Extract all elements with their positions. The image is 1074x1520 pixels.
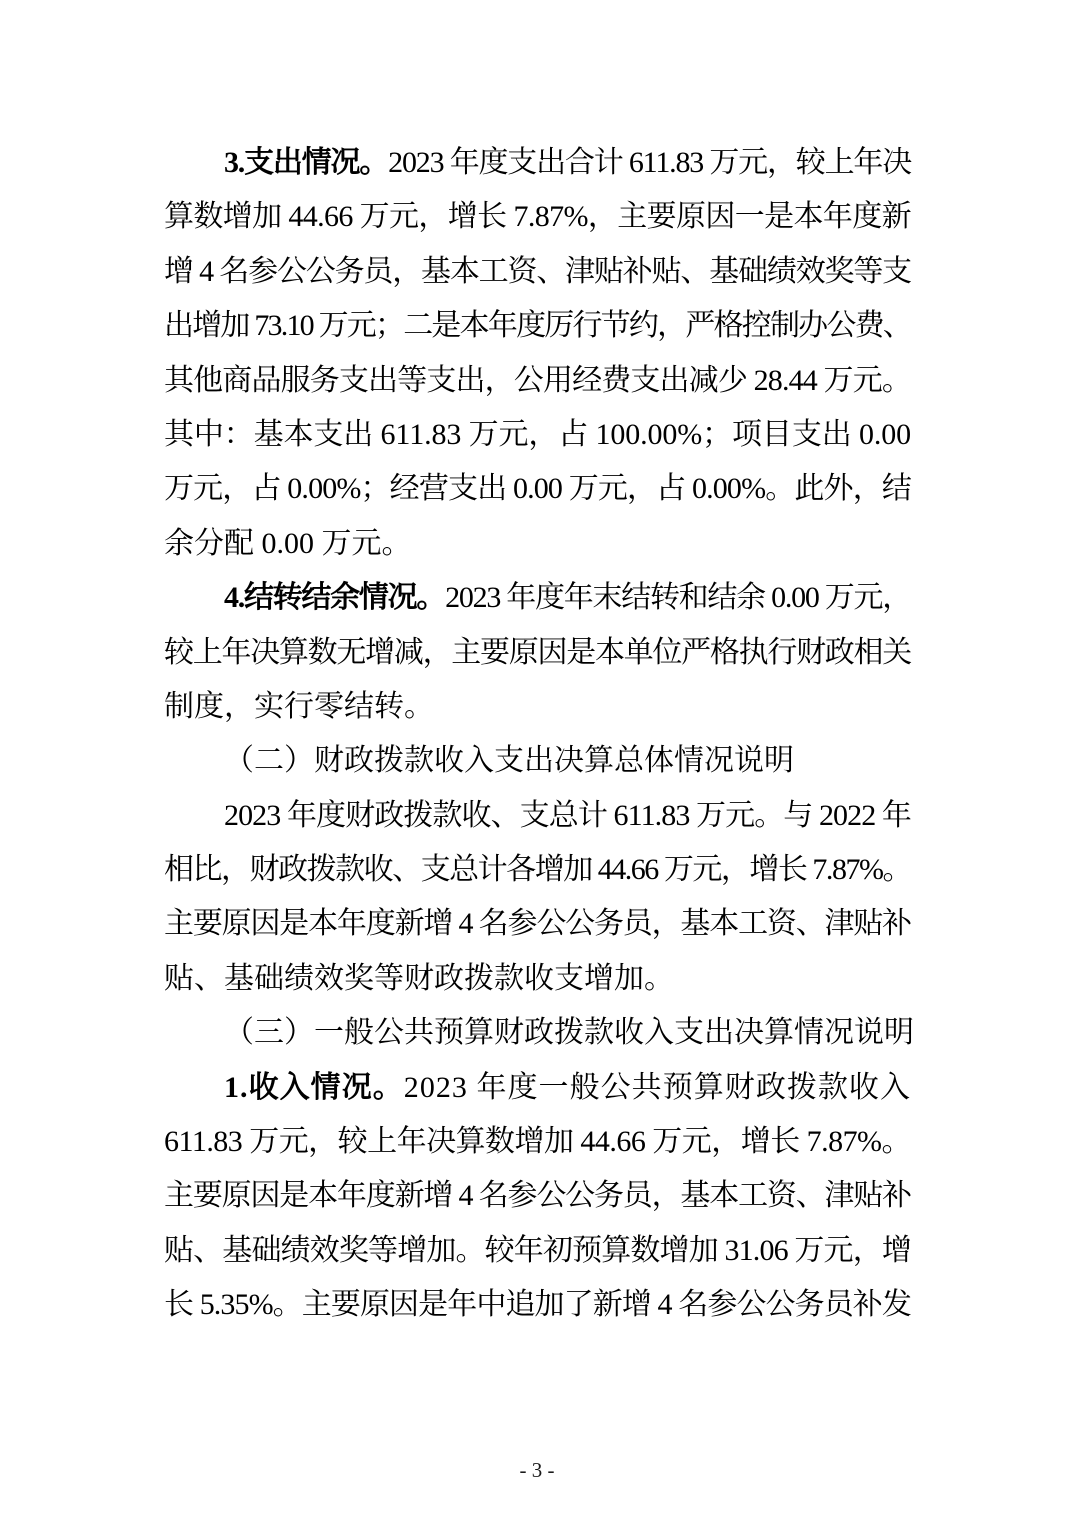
text-run: 制度，实行零结转。 — [164, 689, 434, 723]
text-run: 算数增加 44.66 万元，增长 7.87%，主要原因一是本年度新 — [164, 200, 911, 234]
text-line — [164, 1224, 911, 1278]
text-run: 主要原因是本年度新增 4 名参公公务员，基本工资、津贴补 — [164, 907, 911, 941]
text-run: 2023 年度一般公共预算财政拨款收入 — [403, 1070, 912, 1104]
text-line — [164, 734, 911, 788]
text-line — [164, 136, 911, 190]
paragraph-heading-run: 3.支出情况。 — [224, 146, 389, 179]
text-line — [164, 1278, 911, 1332]
text-run: 2023 年度支出合计 611.83 万元，较上年决 — [388, 146, 912, 179]
text-run: 贴、基础绩效奖等财政拨款收支增加。 — [164, 961, 674, 995]
text-line — [164, 190, 911, 244]
text-line — [164, 789, 911, 843]
document-body — [164, 136, 914, 1333]
text-line — [164, 299, 911, 353]
text-line — [164, 462, 911, 516]
text-line — [164, 952, 911, 1006]
text-run: 其他商品服务支出等支出，公用经费支出减少 28.44 万元。 — [164, 363, 911, 397]
text-run: 万元，占 0.00%；经营支出 0.00 万元，占 0.00%。此外，结 — [164, 472, 911, 506]
paragraph-heading-run: 4.结转结余情况。 — [224, 581, 446, 615]
text-line — [164, 1006, 914, 1060]
text-line — [164, 843, 911, 897]
text-line — [164, 408, 911, 462]
text-line — [164, 626, 911, 680]
text-run: 出增加 73.10 万元；二是本年度厉行节约，严格控制办公费、 — [164, 309, 911, 343]
text-run: （二）财政拨款收入支出决算总体情况说明 — [224, 744, 794, 778]
text-run: 2023 年度年末结转和结余 0.00 万元， — [445, 581, 911, 615]
text-line — [164, 571, 911, 625]
text-line — [164, 245, 911, 299]
text-line — [164, 354, 911, 408]
text-line — [164, 1115, 911, 1169]
text-run: 长 5.35%。主要原因是年中追加了新增 4 名参公公务员补发 — [164, 1288, 911, 1322]
text-run: 611.83 万元，较上年决算数增加 44.66 万元，增长 7.87%。 — [164, 1125, 911, 1159]
text-run: 其中：基本支出 611.83 万元，占 100.00%；项目支出 0.00 — [164, 417, 911, 451]
text-line — [164, 897, 911, 951]
text-run: 2023 年度财政拨款收、支总计 611.83 万元。与 2022 年 — [224, 798, 911, 832]
text-line — [164, 680, 911, 734]
text-run: 余分配 0.00 万元。 — [164, 526, 412, 560]
text-line — [164, 1061, 911, 1115]
text-run: 主要原因是本年度新增 4 名参公公务员，基本工资、津贴补 — [164, 1179, 911, 1213]
text-run: 较上年决算数无增减，主要原因是本单位严格执行财政相关 — [164, 635, 911, 669]
text-run: 贴、基础绩效奖等增加。较年初预算数增加 31.06 万元，增 — [164, 1233, 911, 1267]
page-number: - 3 - — [519, 1458, 555, 1482]
text-run: （三）一般公共预算财政拨款收入支出决算情况说明 — [224, 1016, 914, 1050]
text-line — [164, 1169, 911, 1223]
text-run: 增 4 名参公公务员，基本工资、津贴补贴、基础绩效奖等支 — [164, 254, 911, 288]
paragraph-heading-run: 1.收入情况。 — [224, 1070, 404, 1104]
text-line — [164, 517, 911, 571]
text-run: 相比，财政拨款收、支总计各增加 44.66 万元，增长 7.87%。 — [164, 853, 911, 887]
